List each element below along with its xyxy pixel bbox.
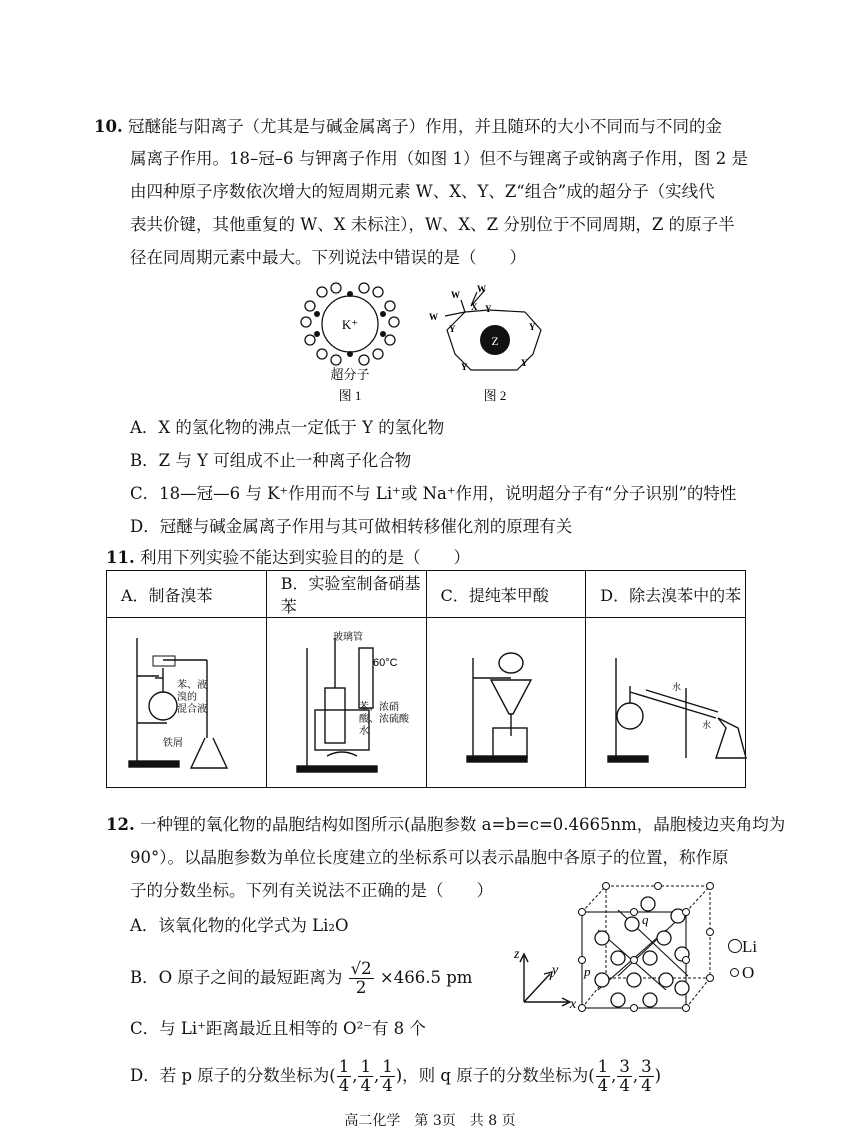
figure-1-caption: 图 1 xyxy=(338,388,362,402)
frac-den: 4 xyxy=(338,1076,350,1095)
q12-option-d-text: D．若 p 原子的分数坐标为 xyxy=(130,1066,330,1085)
q11-number: 11. xyxy=(106,548,135,567)
q10-line-2: 属离子作用。18–冠–6 与钾离子作用（如图 1）但不与锂离子或钠离子作用，图 2 是 xyxy=(130,149,748,168)
figure-1-crown-ether xyxy=(290,282,410,402)
unit-cell-diagram xyxy=(578,880,718,1015)
supramolecule-label: 超分子 xyxy=(330,367,370,382)
frac-num: 3 xyxy=(641,1057,652,1076)
w-label: W xyxy=(451,290,460,300)
q10-line-1 xyxy=(94,115,722,139)
q12-line-3: 子的分数坐标。下列有关说法不正确的是（ ） xyxy=(130,881,493,900)
small-circle-icon xyxy=(730,968,739,977)
frac-num: 1 xyxy=(382,1057,393,1076)
q12-option-b-value: ×466.5 pm xyxy=(379,968,473,987)
axis-x-label: x xyxy=(570,997,577,1012)
a-mix-label-2: 溴的 xyxy=(177,692,197,703)
q11-stem-line xyxy=(106,546,470,570)
q10-option-a: A．X 的氢化物的沸点一定低于 Y 的氢化物 xyxy=(130,418,445,437)
q12-text-1: 一种锂的氧化物的晶胞结构如图所示(晶胞参数 a=b=c=0.4665nm，晶胞棱边夹角均为 xyxy=(139,815,786,834)
frac-den: 4 xyxy=(382,1076,393,1095)
q-coord-z xyxy=(639,1058,654,1095)
q10-option-c: C．18—冠—6 与 K⁺作用而不与 Li⁺或 Na⁺作用，说明超分子有“分子识别”的特性 xyxy=(130,484,737,503)
b-mix-label-1: 苯、浓硝 xyxy=(358,702,399,713)
y-label: Y xyxy=(449,324,456,334)
q10-option-b: B．Z 与 Y 可组成不止一种离子化合物 xyxy=(130,451,412,470)
apparatus-d-distillation xyxy=(586,618,756,783)
q12-number: 12. xyxy=(106,815,135,834)
apparatus-b-nitrobenzene xyxy=(267,618,437,783)
a-iron-label: 铁屑 xyxy=(163,738,183,749)
apparatus-b-cell xyxy=(266,618,426,788)
header-b: B．实验室制备硝基苯 xyxy=(266,571,426,618)
b-water-label: 水 xyxy=(358,726,369,737)
q12-option-d: D．若 p 原子的分数坐标为( $\frac{1}{4}$ , $\frac{1}{4}$ , $\frac{1}{4}$ )，则 q 原子的分数坐标为( $\frac{1}{4}$ , $\frac{3}{4}$ , $\frac{3}{4}$ ) xyxy=(130,1057,662,1095)
q10-number: 10. xyxy=(94,117,123,136)
header-a: A．制备溴苯 xyxy=(107,571,267,618)
fraction-denominator: 2 xyxy=(355,978,367,997)
q12-option-c: C．与 Li⁺距离最近且相等的 O²⁻有 8 个 xyxy=(130,1019,426,1038)
q12-option-a: A．该氧化物的化学式为 Li₂O xyxy=(130,916,349,935)
a-mix-label-1: 苯、液 xyxy=(177,680,207,691)
q10-line-4: 表共价键，其他重复的 W、X 未标注），W、X、Z 分别位于不同周期，Z 的原子半 xyxy=(130,215,735,234)
frac-den: 4 xyxy=(641,1076,652,1095)
y-label: Y xyxy=(521,358,528,368)
q11-stem: 利用下列实验不能达到实验目的的是（ ） xyxy=(139,548,470,567)
k-ion-label: K⁺ xyxy=(341,317,359,332)
axis-y-label: y xyxy=(552,963,559,978)
apparatus-a-bromobenzene xyxy=(107,618,257,783)
apparatus-a-cell xyxy=(107,618,267,788)
q12-line-1 xyxy=(106,813,785,837)
frac-num: 1 xyxy=(360,1057,371,1076)
q10-option-d: D．冠醚与碱金属离子作用与其可做相转移催化剂的原理有关 xyxy=(130,517,573,536)
y-label: Y xyxy=(529,322,536,332)
p-coord-y xyxy=(358,1058,373,1095)
figure-2-caption: 图 2 xyxy=(483,388,507,402)
axis-z-label: z xyxy=(514,947,520,962)
apparatus-c-cell xyxy=(426,618,586,788)
crystal-legend xyxy=(728,934,757,986)
z-label: Z xyxy=(491,334,499,348)
sqrt2-over-2-fraction xyxy=(349,960,374,997)
point-q-label: q xyxy=(642,912,649,927)
y-label: Y xyxy=(461,362,468,372)
legend-li-label: Li xyxy=(742,937,758,956)
w-label: W xyxy=(429,312,438,322)
b-tube-label: 玻璃管 xyxy=(332,632,363,643)
point-p-label: p xyxy=(584,964,591,979)
page-footer: 高二化学 第 3页 共 8 页 xyxy=(344,1113,516,1129)
frac-den: 4 xyxy=(619,1076,630,1095)
frac-den: 4 xyxy=(597,1076,609,1095)
apparatus-c-benzoic-acid xyxy=(427,618,567,783)
header-c: C．提纯苯甲酸 xyxy=(426,571,586,618)
legend-li xyxy=(728,934,757,960)
frac-num: 1 xyxy=(338,1057,350,1076)
p-coord-z xyxy=(380,1058,395,1095)
fraction-numerator: √2 xyxy=(350,959,372,978)
q10-text-1: 冠醚能与阳离子（尤其是与碱金属离子）作用，并且随环的大小不同而与不同的金 xyxy=(127,117,722,136)
experiment-table xyxy=(106,570,746,788)
q10-line-3: 由四种原子序数依次增大的短周期元素 W、X、Y、Z“组合”成的超分子（实线代 xyxy=(130,182,715,201)
large-circle-icon xyxy=(728,939,742,953)
q12-option-b xyxy=(130,958,472,998)
q12-line-2: 90°）。以晶胞参数为单位长度建立的坐标系可以表示晶胞中各原子的位置，称作原 xyxy=(130,848,729,867)
q12-option-b-text: B．O 原子之间的最短距离为 xyxy=(130,968,343,987)
q12-option-d-mid: ，则 q 原子的分数坐标为 xyxy=(402,1066,589,1085)
legend-o xyxy=(728,960,757,986)
apparatus-d-cell xyxy=(586,618,746,788)
coordinate-axes xyxy=(510,944,580,1012)
x-label: X xyxy=(471,302,478,312)
frac-num: 3 xyxy=(619,1057,630,1076)
q10-line-5: 径在同周期元素中最大。下列说法中错误的是（ ） xyxy=(130,248,526,267)
q-coord-x xyxy=(596,1058,611,1095)
header-d: D．除去溴苯中的苯 xyxy=(586,571,746,618)
legend-o-label: O xyxy=(742,963,755,982)
w-label: W xyxy=(477,284,486,294)
a-mix-label-3: 混合液 xyxy=(177,704,207,715)
p-coord-x xyxy=(337,1058,352,1095)
figure-2-supramolecule xyxy=(425,282,565,402)
frac-den: 4 xyxy=(360,1076,371,1095)
d-water-label-2: 水 xyxy=(702,720,712,730)
b-temp-label: 60°C xyxy=(372,657,398,669)
q-coord-y xyxy=(617,1058,632,1095)
d-water-label-1: 水 xyxy=(672,682,682,692)
frac-num: 1 xyxy=(597,1057,609,1076)
b-mix-label-2: 酸、浓硫酸 xyxy=(358,714,409,725)
y-label: Y xyxy=(485,304,492,314)
